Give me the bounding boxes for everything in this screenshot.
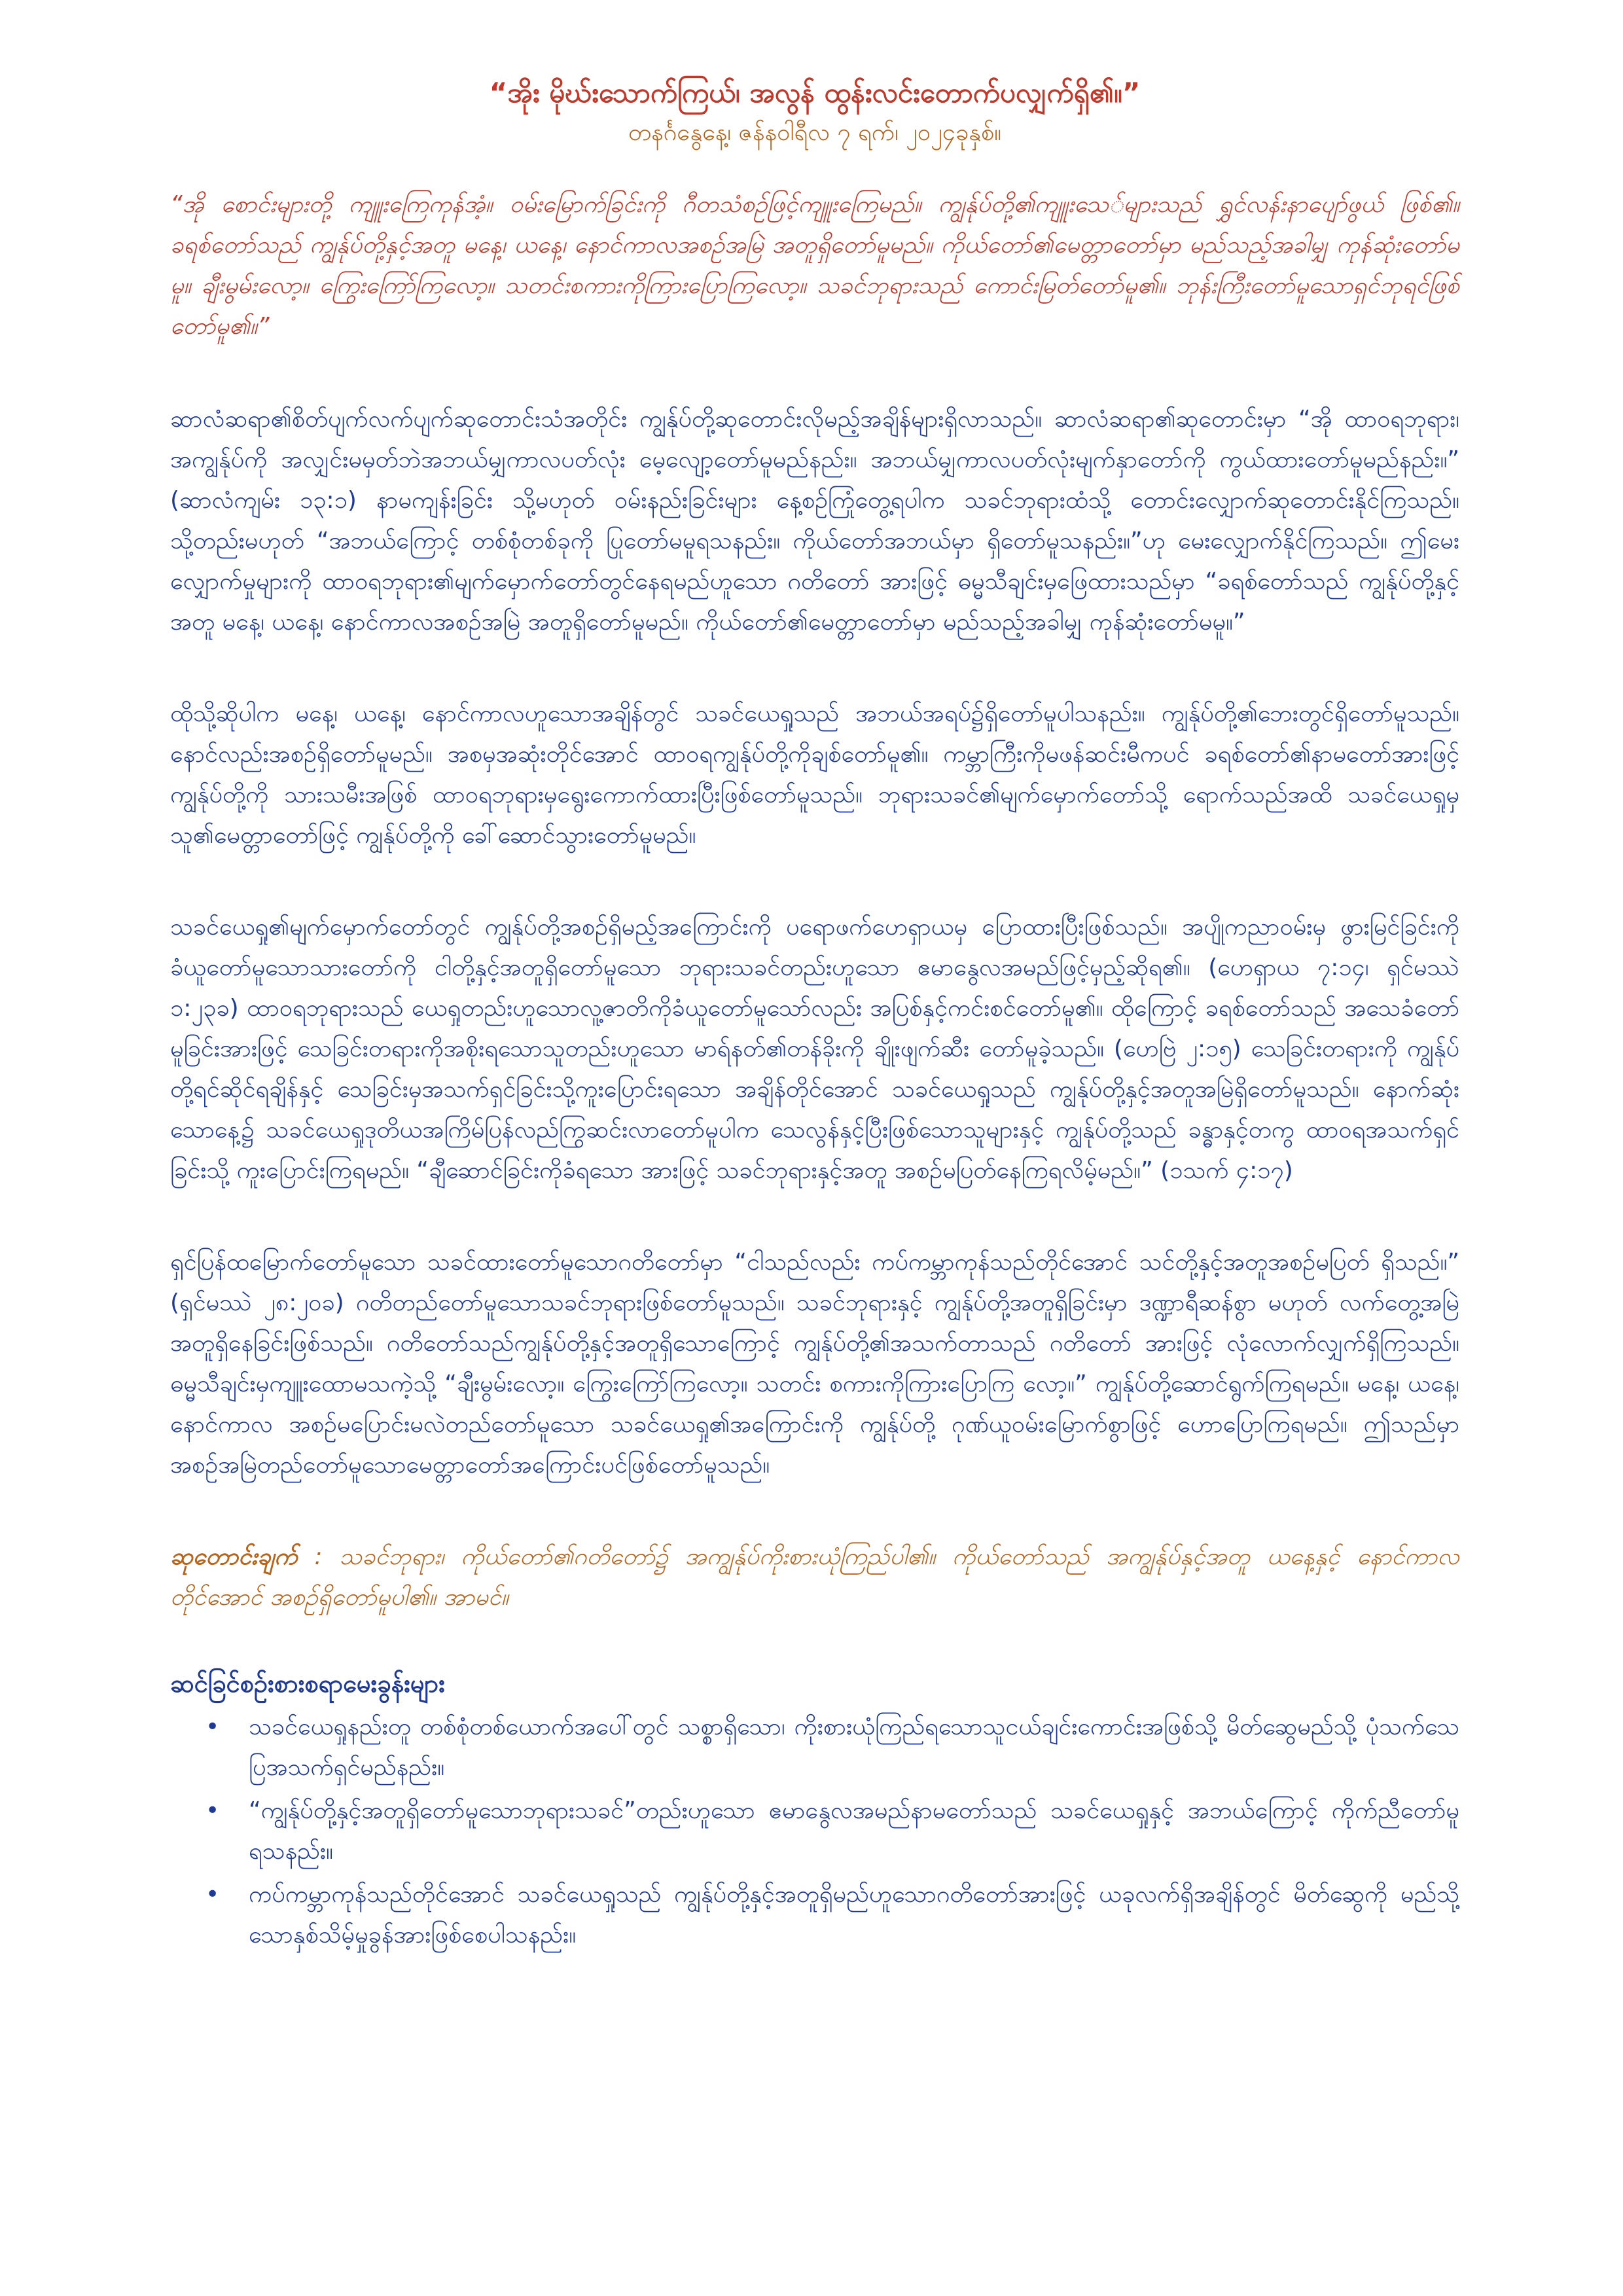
body-paragraph-3: သခင်ယေရှု၏မျက်မှောက်တော်တွင် ကျွန်ုပ်တို့အစဉ်ရှိမည့်အကြောင်းကို ပရောဖက်ဟေရှာယမှ ပြောထားပြီးဖြစ်သည်။ အပျိုကညာဝမ်းမှ ဖွားမြင်ခြင်းကိုခံယူတော်မူသောသားတော်ကို ငါတို့နှင့်အတူရှိတော်မူသော ဘုရားသခင်တည်းဟူသော ဧမာနွေလအမည်ဖြင့်မှည့်ဆိုရ၏။ (ဟေရှာယ ၇:၁၄၊ ရှင်မဿဲ ၁:၂၃ခ) ထာဝရဘုရားသည် ယေရှုတည်းဟူသောလူ့ဇာတိကိုခံယူတော်မူသော်လည်း အပြစ်နှင့်ကင်းစင်တော်မူ၏။ ထိုကြောင့် ခရစ်တော်သည် အသေခံတော်မူခြင်းအားဖြင့် သေခြင်းတရားကိုအစိုးရသောသူတည်းဟူသော မာရ်နတ်၏တန်ခိုးကို ချိုးဖျက်ဆီး တော်မူခဲ့သည်။ (ဟေဗြဲ ၂:၁၅) သေခြင်းတရားကို ကျွန်ုပ်တို့ရင်ဆိုင်ရချိန်နှင့် သေခြင်းမှအသက်ရှင်ခြင်းသို့ကူးပြောင်းရသော အချိန်တိုင်အောင် သခင်ယေရှုသည် ကျွန်ုပ်တို့နှင့်အတူအမြဲရှိတော်မူသည်။ နောက်ဆုံးသောနေ့၌ သခင်ယေရှုဒုတိယအကြိမ်ပြန်လည်ကြွဆင်းလာတော်မူပါက သေလွန်နှင့်ပြီးဖြစ်သောသူများနှင့် ကျွန်ုပ်တို့သည် ခန္ဓာနှင့်တကွ ထာဝရအသက်ရှင်ခြင်းသို့ ကူးပြောင်းကြရမည်။ “ချီဆောင်ခြင်းကိုခံရသော အားဖြင့် သခင်ဘုရားနှင့်အတူ အစဉ်မပြတ်နေကြရလိမ့်မည်။” (၁သက် ၄:၁၇) xyxy=(170,914,1459,1184)
body-paragraph-1: ဆာလံဆရာ၏စိတ်ပျက်လက်ပျက်ဆုတောင်းသံအတိုင်း ကျွန်ုပ်တို့ဆုတောင်းလိုမည့်အချိန်များရှိလာသည်။ ဆာလံဆရာ၏ဆုတောင်းမှာ “အို ထာဝရဘုရား၊ အကျွန်ုပ်ကို အလျှင်းမမှတ်ဘဲအဘယ်မျှကာလပတ်လုံး မေ့လျော့တော်မူမည်နည်း။ အဘယ်မျှကာလပတ်လုံးမျက်နှာတော်ကို ကွယ်ထားတော်မူမည်နည်း။” (ဆာလံကျမ်း ၁၃:၁) နာမကျန်းခြင်း သို့မဟုတ် ဝမ်းနည်းခြင်းများ နေ့စဉ်ကြုံတွေ့ရပါက သခင်ဘုရားထံသို့ တောင်းလျှောက်ဆုတောင်းနိုင်ကြသည်။ သို့တည်းမဟုတ် “အဘယ်ကြောင့် တစ်စုံတစ်ခုကို ပြုတော်မမူရသနည်း။ ကိုယ်တော်အဘယ်မှာ ရှိတော်မူသနည်း။”ဟု မေးလျှောက်နိုင်ကြသည်။ ဤမေးလျှောက်မှုများကို ထာဝရဘုရား၏မျက်မှောက်တော်တွင်နေရမည်ဟူသော ဂတိတော် အားဖြင့် ဓမ္မသီချင်းမှဖြေထားသည်မှာ “ခရစ်တော်သည် ကျွန်ုပ်တို့နှင့်အတူ မနေ့၊ ယနေ့၊ နောင်ကာလအစဉ်အမြဲ အတူရှိတော်မူမည်။ ကိုယ်တော်၏မေတ္တာတော်မှာ မည်သည့်အခါမျှ ကုန်ဆုံးတော်မမူ။” xyxy=(170,406,1459,636)
question-text: သခင်ယေရှုနည်းတူ တစ်စုံတစ်ယောက်အပေါ်တွင် သစ္စာရှိသော၊ ကိုးစားယုံကြည်ရသောသူငယ်ချင်းကောင်းအဖြစ်သို့ မိတ်ဆွေမည်သို့ ပုံသက်သေပြအသက်ရှင်မည်နည်း။ xyxy=(249,1713,1459,1781)
question-item xyxy=(205,1707,1459,1788)
prayer-label: ဆုတောင်းချက် xyxy=(170,1543,298,1570)
page-title: “အိုး မိုဃ်းသောက်ကြယ်၊ အလွန် ထွန်းလင်းတောက်ပလျှက်ရှိ၏။” xyxy=(489,77,1141,109)
question-text: “ကျွန်ုပ်တို့နှင့်အတူရှိတော်မူသောဘုရားသခင်”တည်းဟူသော ဧမာနွေလအမည်နာမတော်သည် သခင်ယေရှုနှင့် အဘယ်ကြောင့် ကိုက်ညီတော်မူရသနည်း။ xyxy=(249,1797,1459,1865)
question-item xyxy=(205,1874,1459,1956)
prayer-paragraph xyxy=(170,1537,1459,1618)
opening-quote: “အို စောင်းများတို့ ကျူးကြေကုန်အံ့။ ဝမ်းမြောက်ခြင်းကို ဂီတသံစဉ်ဖြင့်ကျူးကြေမည်။ ကျွန်ုပ်တို့၏ကျူးသေ်များသည် ရွှင်လန်းနာပျော်ဖွယ် ဖြစ်၏။ ခရစ်တော်သည် ကျွန်ုပ်တို့နှင့်အတူ မနေ့၊ ယနေ့၊ နောင်ကာလအစဉ်အမြဲ အတူရှိတော်မူမည်။ ကိုယ်တော်၏မေတ္တာတော်မှာ မည်သည့်အခါမျှ ကုန်ဆုံးတော်မမူ။ ချီးမွမ်းလော့။ ကြွေးကြော်ကြလော့။ သတင်းစကားကိုကြားပြောကြလော့။ သခင်ဘုရားသည် ကောင်းမြတ်တော်မူ၏။ ဘုန်းကြီးတော်မူသောရှင်ဘုရင်ဖြစ်တော်မူ၏။” xyxy=(170,191,1459,340)
question-text: ကပ်ကမ္ဘာကုန်သည်တိုင်အောင် သခင်ယေရှုသည် ကျွန်ုပ်တို့နှင့်အတူရှိမည်ဟူသောဂတိတော်အားဖြင့် ယခုလက်ရှိအချိန်တွင် မိတ်ဆွေကို မည်သို့သောနှစ်သိမ့်မှုခွန်အားဖြစ်စေပါသနည်း။ xyxy=(249,1881,1459,1948)
body-paragraph-2: ထိုသို့ဆိုပါက မနေ့၊ ယနေ့၊ နောင်ကာလဟူသောအချိန်တွင် သခင်ယေရှုသည် အဘယ်အရပ်၌ရှိတော်မူပါသနည်း။ ကျွန်ုပ်တို့၏ဘေးတွင်ရှိတော်မူသည်။ နောင်လည်းအစဉ်ရှိတော်မူမည်။ အစမှအဆုံးတိုင်အောင် ထာဝရကျွန်ုပ်တို့ကိုချစ်တော်မူ၏။ ကမ္ဘာကြီးကိုမဖန်ဆင်းမီကပင် ခရစ်တော်၏နာမတော်အားဖြင့် ကျွန်ုပ်တို့ကို သားသမီးအဖြစ် ထာဝရဘုရားမှရွေးကောက်ထားပြီးဖြစ်တော်မူသည်။ ဘုရားသခင်၏မျက်မှောက်တော်သို့ ရောက်သည်အထိ သခင်ယေရှုမှ သူ၏မေတ္တာတော်ဖြင့် ကျွန်ုပ်တို့ကို ခေါ်ဆောင်သွားတော်မူမည်။ xyxy=(170,700,1459,849)
prayer-separator: : xyxy=(297,1543,340,1570)
questions-list xyxy=(170,1707,1459,1956)
page-date: တနင်္ဂနွေနေ့၊ ဇန်နဝါရီလ ၇ ရက်၊ ၂၀၂၄ခုနှစ်။ xyxy=(628,119,1001,146)
bullet-icon: • xyxy=(205,1881,220,1908)
body-paragraph-4: ရှင်ပြန်ထမြောက်တော်မူသော သခင်ထားတော်မူသောဂတိတော်မှာ “ငါသည်လည်း ကပ်ကမ္ဘာကုန်သည်တိုင်အောင် သင်တို့နှင့်အတူအစဉ်မပြတ် ရှိသည်။” (ရှင်မဿဲ ၂၈:၂၀ခ) ဂတိတည်တော်မူသောသခင်ဘုရားဖြစ်တော်မူသည်။ သခင်ဘုရားနှင့် ကျွန်ုပ်တို့အတူရှိခြင်းမှာ ဒဏ္ဍာရီဆန်စွာ မဟုတ် လက်တွေ့အမြဲအတူရှိနေခြင်းဖြစ်သည်။ ဂတိတော်သည်ကျွန်ုပ်တို့နှင့်အတူရှိသောကြောင့် ကျွန်ုပ်တို့၏အသက်တာသည် ဂတိတော် အားဖြင့် လုံလောက်လျှက်ရှိကြသည်။ ဓမ္မသီချင်းမှကျူးထောမသကဲ့သို့ “ချီးမွမ်းလော့။ ကြွေးကြော်ကြလော့။ သတင်း စကားကိုကြားပြောကြ လော့။” ကျွန်ုပ်တို့ဆောင်ရွက်ကြရမည်။ မနေ့၊ ယနေ့၊ နောင်ကာလ အစဉ်မပြောင်းမလဲတည်တော်မူသော သခင်ယေရှု၏အကြောင်းကို ကျွန်ုပ်တို့ ဂုဏ်ယူဝမ်းမြောက်စွာဖြင့် ဟောပြောကြရမည်။ ဤသည်မှာ အစဉ်အမြဲတည်တော်မူသောမေတ္တာတော်အကြောင်းပင်ဖြစ်တော်မူသည်။ xyxy=(170,1249,1460,1479)
bullet-icon: • xyxy=(205,1797,220,1824)
question-item xyxy=(205,1791,1459,1872)
questions-heading: ဆင်ခြင်စဉ်းစားစရာမေးခွန်းများ xyxy=(170,1669,445,1698)
prayer-text: သခင်ဘုရား၊ ကိုယ်တော်၏ဂတိတော်၌ အကျွန်ုပ်ကိုးစားယုံကြည်ပါ၏။ ကိုယ်တော်သည် အကျွန်ုပ်နှင့်အတူ ယနေ့နှင့် နောင်ကာလတိုင်အောင် အစဉ်ရှိတော်မူပါ၏။ အာမင်။ xyxy=(170,1543,1460,1611)
bullet-icon: • xyxy=(205,1713,220,1740)
